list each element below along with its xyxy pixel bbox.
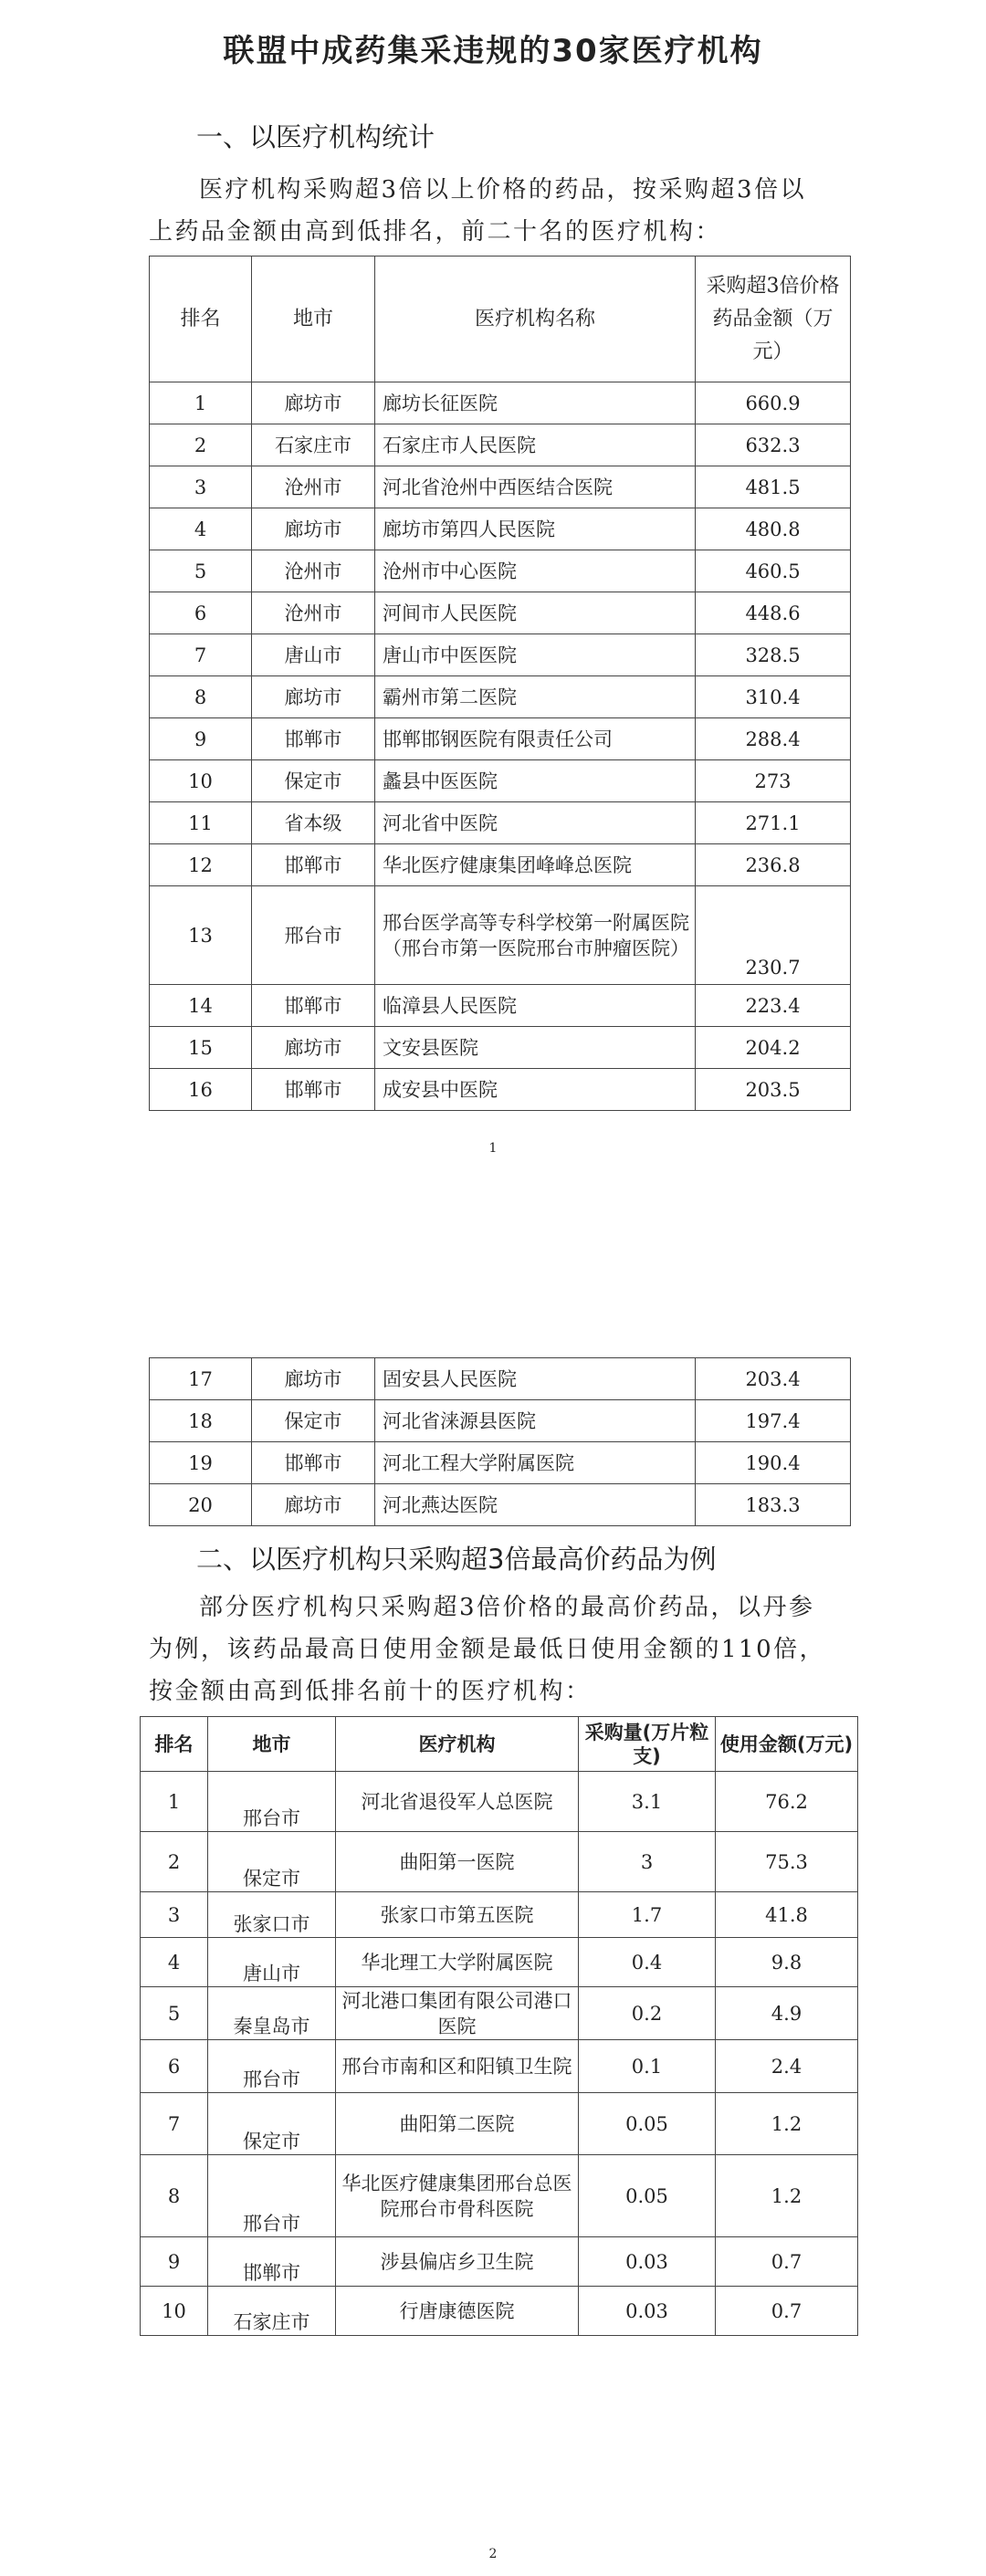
- cell-city: 邯郸市: [252, 718, 375, 760]
- cell-amount: 1.2: [716, 2093, 858, 2155]
- table-row: [150, 1069, 851, 1111]
- table-row: [150, 424, 851, 466]
- cell-rank: 10: [150, 760, 252, 802]
- table-row: [141, 1892, 858, 1938]
- cell-rank: 11: [150, 802, 252, 844]
- cell-city: 张家口市: [208, 1892, 336, 1938]
- cell-rank: 8: [141, 2155, 208, 2237]
- cell-city: 邢台市: [208, 1772, 336, 1832]
- header-rank: 排名: [141, 1717, 208, 1772]
- cell-qty: 3: [579, 1832, 716, 1892]
- cell-city: 保定市: [208, 2093, 336, 2155]
- cell-rank: 4: [141, 1938, 208, 1987]
- cell-city: 沧州市: [252, 466, 375, 508]
- cell-name: 河北燕达医院: [375, 1484, 696, 1526]
- cell-qty: 0.2: [579, 1987, 716, 2040]
- cell-rank: 2: [150, 424, 252, 466]
- cell-rank: 6: [141, 2040, 208, 2093]
- cell-name: 廊坊市第四人民医院: [375, 508, 696, 550]
- header-name: 医疗机构名称: [375, 257, 696, 382]
- cell-city: 廊坊市: [252, 1358, 375, 1400]
- cell-amount: 481.5: [696, 466, 851, 508]
- cell-amount: 271.1: [696, 802, 851, 844]
- cell-amount: 632.3: [696, 424, 851, 466]
- table-row: [150, 802, 851, 844]
- cell-name: 霸州市第二医院: [375, 676, 696, 718]
- cell-city: 唐山市: [252, 634, 375, 676]
- cell-name: 河北省中医院: [375, 802, 696, 844]
- cell-city: 秦皇岛市: [208, 1987, 336, 2040]
- cell-name: 华北医疗健康集团峰峰总医院: [375, 844, 696, 886]
- table-row: [150, 718, 851, 760]
- cell-name: 河北港口集团有限公司港口医院: [336, 1987, 579, 2040]
- cell-city: 保定市: [208, 1832, 336, 1892]
- cell-rank: 17: [150, 1358, 252, 1400]
- cell-rank: 18: [150, 1400, 252, 1442]
- cell-rank: 15: [150, 1027, 252, 1069]
- cell-rank: 6: [150, 592, 252, 634]
- cell-name: 文安县医院: [375, 1027, 696, 1069]
- cell-qty: 3.1: [579, 1772, 716, 1832]
- cell-name: 邢台市南和区和阳镇卫生院: [336, 2040, 579, 2093]
- table-row: [150, 985, 851, 1027]
- cell-city: 廊坊市: [252, 1027, 375, 1069]
- cell-name: 河北省涞源县医院: [375, 1400, 696, 1442]
- cell-amount: 480.8: [696, 508, 851, 550]
- cell-city: 邯郸市: [252, 1442, 375, 1484]
- table-row: [150, 886, 851, 985]
- table-row: [150, 1027, 851, 1069]
- section2-heading: 二、以医疗机构只采购超3倍最高价药品为例: [196, 1544, 717, 1575]
- header-rank: 排名: [150, 257, 252, 382]
- cell-rank: 1: [141, 1772, 208, 1832]
- cell-rank: 2: [141, 1832, 208, 1892]
- cell-qty: 0.05: [579, 2155, 716, 2237]
- header-city: 地市: [208, 1717, 336, 1772]
- cell-city: 邢台市: [208, 2040, 336, 2093]
- cell-rank: 5: [141, 1987, 208, 2040]
- cell-city: 邯郸市: [252, 985, 375, 1027]
- cell-city: 石家庄市: [208, 2287, 336, 2336]
- cell-name: 成安县中医院: [375, 1069, 696, 1111]
- cell-qty: 0.03: [579, 2237, 716, 2287]
- table-row: [141, 2040, 858, 2093]
- cell-rank: 3: [150, 466, 252, 508]
- cell-amount: 0.7: [716, 2287, 858, 2336]
- cell-rank: 5: [150, 550, 252, 592]
- section1-intro-line1: 医疗机构采购超3倍以上价格的药品，按采购超3倍以: [199, 176, 807, 204]
- cell-qty: 0.03: [579, 2287, 716, 2336]
- cell-amount: 460.5: [696, 550, 851, 592]
- cell-amount: 76.2: [716, 1772, 858, 1832]
- table-row: [141, 2093, 858, 2155]
- table-row: [150, 760, 851, 802]
- cell-amount: 203.4: [696, 1358, 851, 1400]
- cell-city: 保定市: [252, 1400, 375, 1442]
- cell-name: 邢台医学高等专科学校第一附属医院（邢台市第一医院邢台市肿瘤医院）: [375, 886, 696, 985]
- cell-rank: 14: [150, 985, 252, 1027]
- cell-name: 河北省沧州中西医结合医院: [375, 466, 696, 508]
- table-row: [141, 1772, 858, 1832]
- ranking-table-part1: [149, 256, 851, 1111]
- table-row: [141, 1987, 858, 2040]
- table-row: [150, 550, 851, 592]
- cell-amount: 75.3: [716, 1832, 858, 1892]
- cell-rank: 13: [150, 886, 252, 985]
- cell-qty: 0.4: [579, 1938, 716, 1987]
- cell-city: 省本级: [252, 802, 375, 844]
- cell-name: 张家口市第五医院: [336, 1892, 579, 1938]
- cell-city: 邯郸市: [208, 2237, 336, 2287]
- cell-amount: 328.5: [696, 634, 851, 676]
- cell-city: 廊坊市: [252, 1484, 375, 1526]
- cell-amount: 0.7: [716, 2237, 858, 2287]
- cell-rank: 9: [150, 718, 252, 760]
- table-row: [150, 1358, 851, 1400]
- cell-rank: 7: [150, 634, 252, 676]
- cell-city: 沧州市: [252, 592, 375, 634]
- page-number: 1: [488, 1141, 498, 1156]
- cell-amount: 204.2: [696, 1027, 851, 1069]
- cell-name: 华北医疗健康集团邢台总医院邢台市骨科医院: [336, 2155, 579, 2237]
- table-row: [141, 1832, 858, 1892]
- cell-amount: 448.6: [696, 592, 851, 634]
- cell-name: 邯郸邯钢医院有限责任公司: [375, 718, 696, 760]
- table-row: [150, 592, 851, 634]
- cell-amount: 1.2: [716, 2155, 858, 2237]
- table-row: [150, 508, 851, 550]
- cell-amount: 41.8: [716, 1892, 858, 1938]
- table-row: [141, 2237, 858, 2287]
- cell-rank: 1: [150, 382, 252, 424]
- cell-city: 廊坊市: [252, 508, 375, 550]
- cell-qty: 0.1: [579, 2040, 716, 2093]
- cell-rank: 19: [150, 1442, 252, 1484]
- cell-rank: 7: [141, 2093, 208, 2155]
- cell-name: 河间市人民医院: [375, 592, 696, 634]
- cell-rank: 8: [150, 676, 252, 718]
- table-row: [150, 844, 851, 886]
- page-number: 2: [488, 2547, 498, 2561]
- cell-rank: 9: [141, 2237, 208, 2287]
- cell-name: 曲阳第二医院: [336, 2093, 579, 2155]
- cell-city: 廊坊市: [252, 676, 375, 718]
- cell-city: 邢台市: [208, 2155, 336, 2237]
- ranking-table-part2: [149, 1357, 851, 1526]
- cell-amount: 230.7: [696, 886, 851, 985]
- cell-name: 河北省退役军人总医院: [336, 1772, 579, 1832]
- cell-rank: 3: [141, 1892, 208, 1938]
- cell-rank: 12: [150, 844, 252, 886]
- table-row: [150, 676, 851, 718]
- table-row: [150, 1442, 851, 1484]
- cell-city: 石家庄市: [252, 424, 375, 466]
- cell-name: 曲阳第一医院: [336, 1832, 579, 1892]
- cell-city: 保定市: [252, 760, 375, 802]
- header-name: 医疗机构: [336, 1717, 579, 1772]
- cell-name: 行唐康德医院: [336, 2287, 579, 2336]
- cell-name: 涉县偏店乡卫生院: [336, 2237, 579, 2287]
- section2-intro-line3: 按金额由高到低排名前十的医疗机构：: [149, 1678, 592, 1705]
- table-row: [141, 2287, 858, 2336]
- cell-city: 沧州市: [252, 550, 375, 592]
- table-row: [141, 2155, 858, 2237]
- cell-amount: 183.3: [696, 1484, 851, 1526]
- cell-amount: 310.4: [696, 676, 851, 718]
- cell-name: 石家庄市人民医院: [375, 424, 696, 466]
- cell-name: 固安县人民医院: [375, 1358, 696, 1400]
- table-row: [150, 466, 851, 508]
- cell-city: 邯郸市: [252, 1069, 375, 1111]
- header-city: 地市: [252, 257, 375, 382]
- cell-amount: 2.4: [716, 2040, 858, 2093]
- cell-name: 华北理工大学附属医院: [336, 1938, 579, 1987]
- cell-name: 沧州市中心医院: [375, 550, 696, 592]
- cell-city: 廊坊市: [252, 382, 375, 424]
- table-row: [150, 382, 851, 424]
- section1-intro-line2: 上药品金额由高到低排名，前二十名的医疗机构：: [149, 218, 722, 246]
- header-amount: 使用金额(万元): [716, 1717, 858, 1772]
- cell-name: 廊坊长征医院: [375, 382, 696, 424]
- cell-amount: 660.9: [696, 382, 851, 424]
- cell-name: 河北工程大学附属医院: [375, 1442, 696, 1484]
- section1-heading: 一、以医疗机构统计: [196, 121, 435, 152]
- cell-qty: 1.7: [579, 1892, 716, 1938]
- cell-rank: 4: [150, 508, 252, 550]
- cell-city: 邯郸市: [252, 844, 375, 886]
- cell-amount: 4.9: [716, 1987, 858, 2040]
- cell-amount: 190.4: [696, 1442, 851, 1484]
- cell-rank: 10: [141, 2287, 208, 2336]
- header-qty: 采购量(万片粒支): [579, 1717, 716, 1772]
- cell-name: 唐山市中医医院: [375, 634, 696, 676]
- table-row: [150, 634, 851, 676]
- cell-amount: 236.8: [696, 844, 851, 886]
- header-amount: 采购超3倍价格药品金额（万元）: [696, 257, 851, 382]
- cell-rank: 20: [150, 1484, 252, 1526]
- section2-intro-line2: 为例，该药品最高日使用金额是最低日使用金额的110倍，: [149, 1636, 826, 1663]
- cell-amount: 223.4: [696, 985, 851, 1027]
- cell-amount: 288.4: [696, 718, 851, 760]
- cell-amount: 9.8: [716, 1938, 858, 1987]
- cell-amount: 197.4: [696, 1400, 851, 1442]
- section2-intro-line1: 部分医疗机构只采购超3倍价格的最高价药品，以丹参: [199, 1594, 815, 1621]
- cell-qty: 0.05: [579, 2093, 716, 2155]
- cell-amount: 273: [696, 760, 851, 802]
- cell-city: 唐山市: [208, 1938, 336, 1987]
- cell-rank: 16: [150, 1069, 252, 1111]
- page-title: 联盟中成药集采违规的30家医疗机构: [223, 33, 763, 69]
- cell-name: 临漳县人民医院: [375, 985, 696, 1027]
- cell-amount: 203.5: [696, 1069, 851, 1111]
- top10-table: [140, 1716, 858, 2336]
- table-row: [150, 1400, 851, 1442]
- table-row: [150, 1484, 851, 1526]
- cell-city: 邢台市: [252, 886, 375, 985]
- cell-name: 蠡县中医医院: [375, 760, 696, 802]
- table-row: [141, 1938, 858, 1987]
